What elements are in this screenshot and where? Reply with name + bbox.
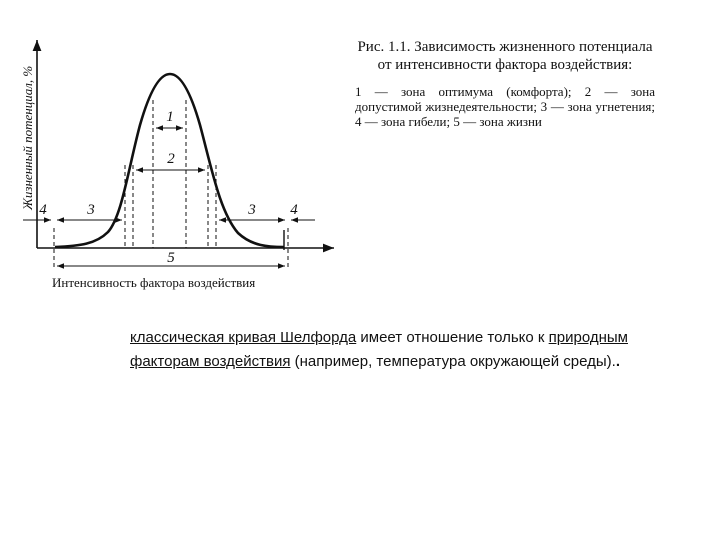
zone3-left-label: 3 [87, 202, 95, 218]
note-paragraph [130, 326, 630, 374]
zone4-right-label: 4 [290, 202, 298, 218]
zone1-label: 1 [166, 109, 174, 125]
note-text-2: (например, температура окружающей среды). [290, 353, 616, 370]
note-term-natural-factors: природным факторам воздействия [130, 329, 628, 370]
figure-caption [355, 38, 655, 129]
caption-title: Рис. 1.1. Зависимость жизненного потенциала от интенсивности фактора воздействия: [357, 39, 653, 73]
x-axis-label: Интенсивность фактора воздействия [52, 275, 256, 290]
note-text-1: имеет отношение только к [356, 329, 549, 346]
y-axis-label: Жизненный потенциал, % [20, 65, 35, 210]
note-term-shelford: классическая кривая Шелфорда [130, 329, 357, 346]
caption-legend: 1 — зона оптимума (комфорта); 2 — зона допустимой жизнедеятельности; 3 — зона угнетения; 4 — зона гибели; 5 — зона жизни [355, 84, 655, 129]
zone2-label: 2 [167, 151, 175, 167]
zone5-label: 5 [167, 250, 175, 266]
note-end-dot: . [615, 353, 620, 370]
zone4-left-label: 4 [39, 202, 47, 218]
zone3-right-label: 3 [248, 202, 256, 218]
